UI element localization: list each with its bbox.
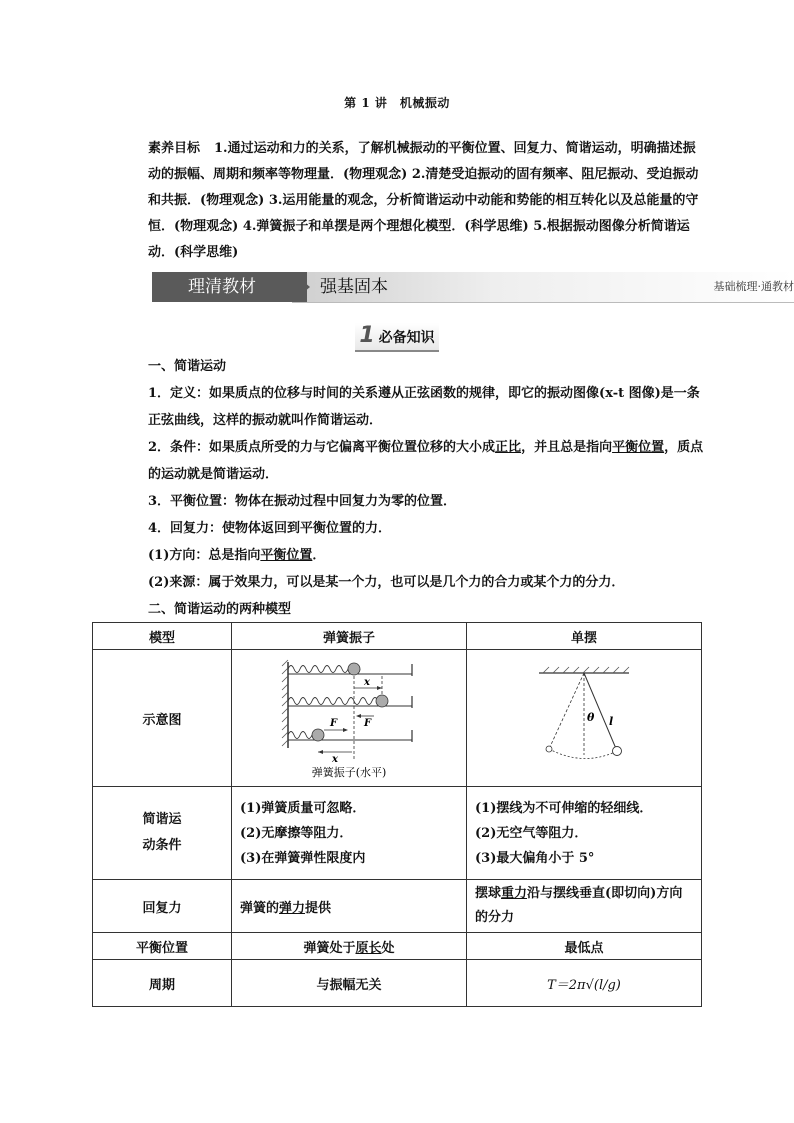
spring-label-x2: x bbox=[332, 754, 338, 765]
pendulum-diagram-cell bbox=[467, 650, 702, 787]
table-header: 单摆 bbox=[467, 623, 702, 650]
table-row bbox=[93, 650, 702, 787]
heading-2: 二、简谐运动的两种模型 bbox=[148, 602, 292, 617]
spring-caption: 弹簧振子(水平) bbox=[311, 766, 387, 779]
table-header: 模型 bbox=[93, 623, 232, 650]
text-segment: 弹簧处于 bbox=[303, 940, 356, 956]
text-segment: ，并且总是指向 bbox=[521, 440, 613, 455]
table-row bbox=[93, 623, 702, 650]
page-title: 第 1 讲 机械振动 bbox=[344, 96, 450, 110]
pendulum-label-l: l bbox=[609, 715, 614, 728]
para-definition: 1．定义：如果质点的位移与时间的关系遵从正弦函数的规律，即它的振动图像(x-t 图像)是一条正弦曲线，这样的振动就叫作简谐运动． bbox=[148, 386, 700, 428]
text-segment: 提供 bbox=[305, 900, 332, 916]
table-cell bbox=[467, 787, 702, 880]
spring-label-F2: F bbox=[330, 718, 338, 729]
text-segment: 弹簧的 bbox=[240, 900, 280, 916]
text-segment: 摆球 bbox=[475, 886, 502, 901]
condition-item: (3)最大偏角小于 5° bbox=[475, 850, 595, 866]
text-segment: ，质点的运动就是简谐运动． bbox=[148, 440, 704, 482]
para-condition bbox=[148, 434, 704, 488]
table-cell: 最低点 bbox=[467, 933, 702, 960]
heading-1: 一、简谐运动 bbox=[148, 359, 227, 374]
para-restoring-force: 4．回复力：使物体返回到平衡位置的力． bbox=[148, 521, 392, 536]
table-cell: 回复力 bbox=[93, 880, 232, 933]
spring-oscillator-diagram bbox=[274, 656, 424, 780]
table-row bbox=[93, 787, 702, 880]
banner-light bbox=[292, 272, 794, 303]
condition-item: (1)弹簧质量可忽略． bbox=[240, 800, 366, 816]
model-table bbox=[92, 622, 702, 1007]
text-segment: (1)方向：总是指向 bbox=[148, 548, 261, 563]
pendulum-diagram bbox=[529, 663, 639, 773]
condition-item: (2)无摩擦等阻力． bbox=[240, 825, 353, 841]
table-cell bbox=[467, 880, 702, 933]
learning-goals bbox=[148, 136, 704, 266]
table-cell bbox=[232, 933, 467, 960]
table-cell: 与振幅无关 bbox=[232, 960, 467, 1007]
underlined-term: 弹力 bbox=[279, 900, 306, 916]
underlined-term: 平衡位置 bbox=[612, 440, 665, 455]
condition-item: (2)无空气等阻力． bbox=[475, 825, 588, 841]
table-cell: 示意图 bbox=[93, 650, 232, 787]
table-header: 弹簧振子 bbox=[232, 623, 467, 650]
section-label: 必备知识 bbox=[378, 330, 435, 346]
para-direction bbox=[148, 542, 704, 569]
section-banner bbox=[152, 272, 794, 302]
text-segment: 处 bbox=[381, 940, 395, 956]
period-formula: T＝2π√(l/g) bbox=[467, 960, 702, 1007]
table-cell: 周期 bbox=[93, 960, 232, 1007]
spring-diagram-cell bbox=[232, 650, 467, 787]
section-number: 1 bbox=[359, 323, 375, 348]
section-heading-box bbox=[355, 323, 438, 352]
goals-text: 1.通过运动和力的关系，了解机械振动的平衡位置、回复力、简谐运动，明确描述振动的振幅、周期和频率等物理量．(物理观念) 2.清楚受迫振动的固有频率、阻尼振动、受迫振动和共振．(物理观念) 3.运用能量的观念，分析简谐运动中动能和势能的相互转化以及总能量的守恒．(物理观念) 4.弹簧振子和单摆是两个理想化模型．(科学思维) 5.根据振动图像分析简谐运动．(科学思维) bbox=[148, 141, 699, 260]
table-cell: 平衡位置 bbox=[93, 933, 232, 960]
table-cell bbox=[232, 880, 467, 933]
text-segment: 2．条件：如果质点所受的力与它偏离平衡位置位移的大小成 bbox=[148, 440, 496, 455]
text-segment: 沿与摆线垂直(即切向)方向的分力 bbox=[475, 886, 683, 925]
para-equilibrium: 3．平衡位置：物体在振动过程中回复力为零的位置． bbox=[148, 494, 457, 509]
underlined-term: 正比 bbox=[495, 440, 522, 455]
table-row bbox=[93, 960, 702, 1007]
banner-sub-text: 基础梳理·通教材 bbox=[713, 280, 794, 293]
body-content bbox=[148, 353, 704, 623]
condition-item: (3)在弹簧弹性限度内 bbox=[240, 850, 366, 866]
condition-item: (1)摆线为不可伸缩的轻细线． bbox=[475, 800, 653, 816]
pendulum-label-theta: θ bbox=[587, 711, 595, 724]
para-source: (2)来源：属于效果力，可以是某一个力，也可以是几个力的合力或某个力的分力． bbox=[148, 575, 625, 590]
underlined-term: 重力 bbox=[501, 886, 528, 901]
banner-dark: 理清教材 bbox=[152, 272, 307, 302]
spring-label-F1: F bbox=[364, 718, 372, 729]
table-cell bbox=[232, 787, 467, 880]
banner-chevron-icon bbox=[292, 272, 310, 302]
underlined-term: 平衡位置 bbox=[260, 548, 313, 563]
goals-lead: 素养目标 bbox=[148, 141, 201, 156]
section-heading bbox=[0, 323, 794, 352]
spring-label-x1: x bbox=[364, 677, 370, 688]
table-row bbox=[93, 933, 702, 960]
table-cell: 简谐运 动条件 bbox=[93, 787, 232, 880]
underlined-term: 原长 bbox=[355, 940, 382, 956]
text-segment: ． bbox=[312, 548, 326, 563]
table-row bbox=[93, 880, 702, 933]
banner-main-text: 强基固本 bbox=[320, 277, 388, 297]
